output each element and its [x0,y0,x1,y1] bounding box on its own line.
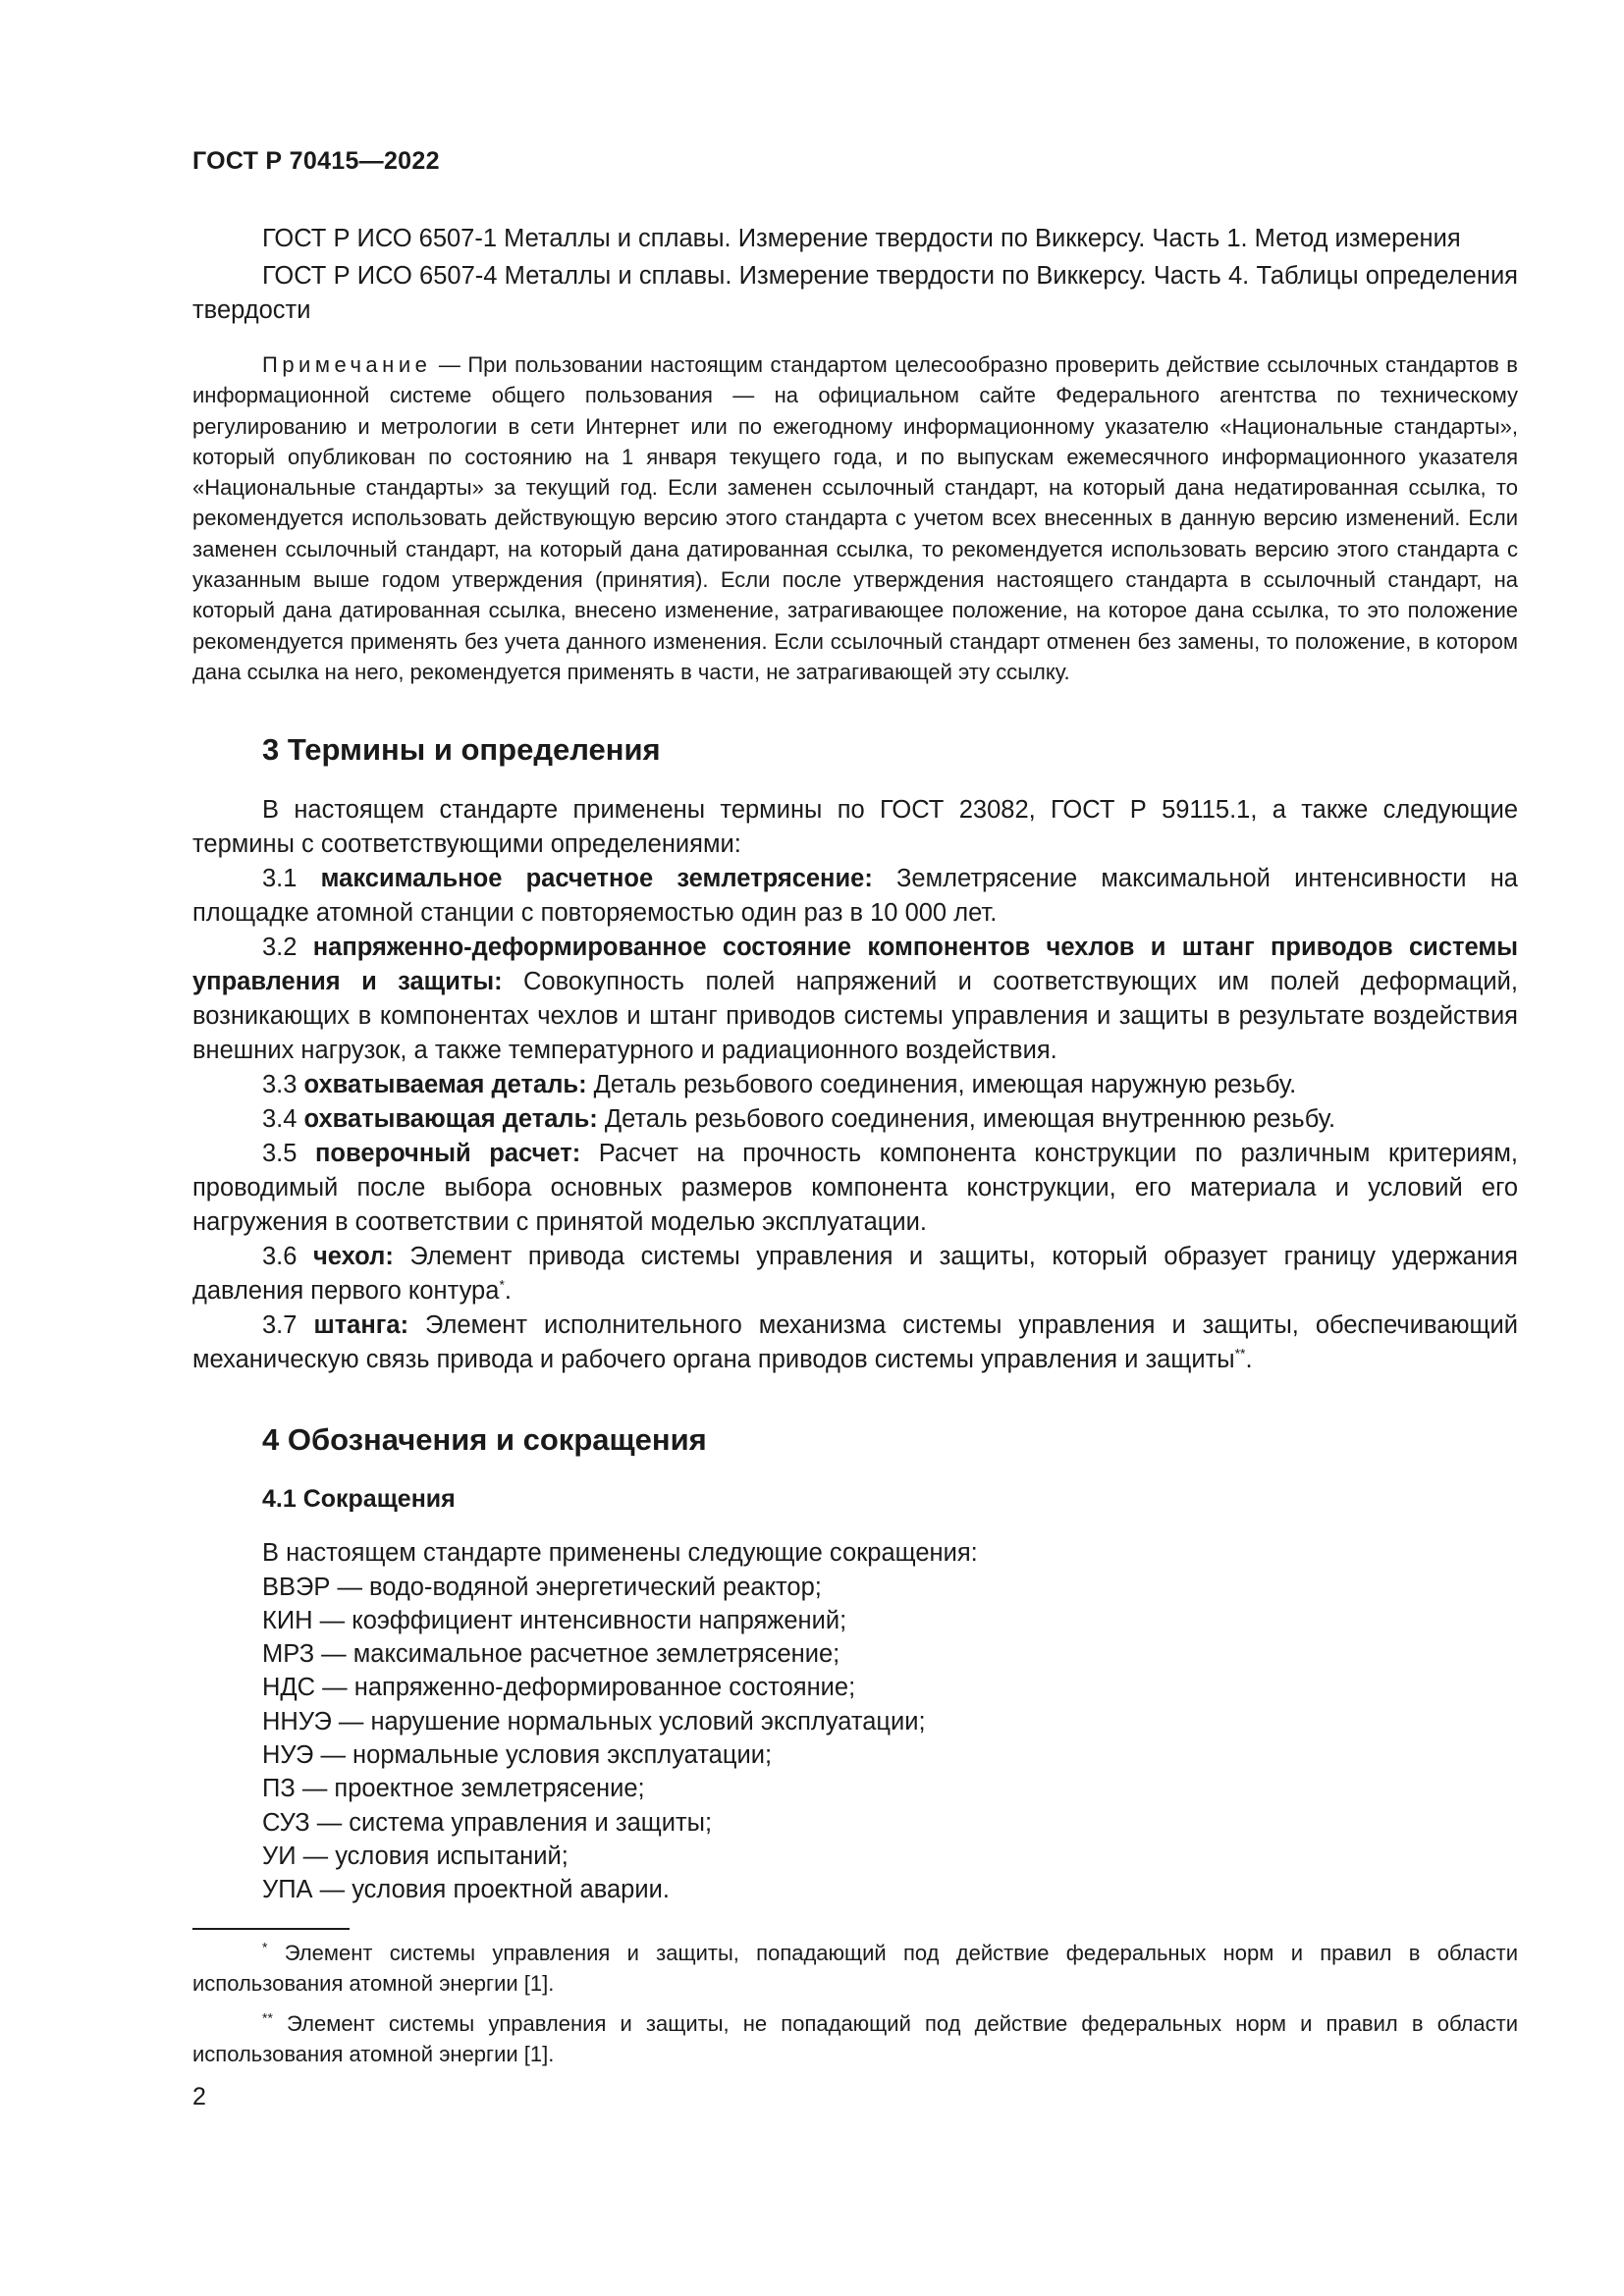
term-text: Совокупность полей напряжений и соответствующих им полей деформаций, возникающих в компонентах чехлов и штанг приводов системы управления и защиты в результате воздействия внешних нагрузок, а также температурного и радиационного воздействия. [192,968,1519,1065]
note-label: Примечание [262,352,432,377]
term-name: охватывающая деталь: [303,1105,598,1134]
term-number: 3.7 [262,1311,314,1340]
term-definition [192,1068,1518,1102]
abbreviation-item: УИ — условия испытаний; [262,1842,568,1870]
footnote-text: Элемент системы управления и защиты, не попадающий под действие федеральных норм и правил в области использования атомной энергии [1]. [192,2011,1518,2066]
abbreviation-item: ПЗ — проектное землетрясение; [262,1775,645,1803]
term-definition [192,862,1518,931]
term-definition: 3.7 штанга: Элемент исполнительного механизма системы управления и защиты, обеспечивающий механическую связь привода и рабочего органа приводов системы управления и защиты**. [192,1311,1518,1374]
term-text: Элемент исполнительного механизма системы управления и защиты, обеспечивающий механическую связь привода и рабочего органа приводов системы управления и защиты [192,1311,1518,1374]
term-number: 3.6 [262,1243,313,1271]
section-3-title: 3 Термины и определения [262,732,661,768]
footnote-divider [192,1928,350,1930]
footnotes [192,1928,1518,2079]
note-text: — При пользовании настоящим стандартом целесообразно проверить действие ссылочных стандартов в информационной системе общего пользования — на официальном сайте Федерального агентства по техническому регулированию и метрологии в сети Интернет или по ежегодному информационному указателю «Национальные стандарты», который опубликован по состоянию на 1 января текущего года, и по выпускам ежемесячного информационного указателя «Национальные стандарты» за текущий год. Если заменен ссылочный стандарт, на который дана недатированная ссылка, то рекомендуется использовать действующую версию этого стандарта с учетом всех внесенных в данную версию изменений. Если заменен ссылочный стандарт, на который дана датированная ссылка, то рекомендуется использовать версию этого стандарта с указанным выше годом утверждения (принятия). Если после утверждения настоящего стандарта в ссылочный стандарт, на который дана датированная ссылка, внесено изменение, затрагивающее положение, на которое дана ссылка, то это положение рекомендуется применять без учета данного изменения. Если ссылочный стандарт отменен без замены, то положение, в котором дана ссылка на него, рекомендуется применять в части, не затрагивающей эту ссылку. [192,352,1518,684]
abbreviation-item: МРЗ — максимальное расчетное землетрясение; [262,1640,840,1669]
note-paragraph [192,349,1518,687]
document-header: ГОСТ Р 70415—2022 [192,147,440,175]
footnote [192,2008,1518,2069]
footnote-mark: ** [1234,1345,1246,1362]
term-name: штанга: [313,1311,409,1340]
term-text: Деталь резьбового соединения, имеющая наружную резьбу. [586,1071,1297,1099]
subsection-4-1-title: 4.1 Сокращения [262,1485,456,1514]
term-definition [192,1102,1518,1137]
term-text: Землетрясение максимальной интенсивности на площадке атомной станции с повторяемостью один раз в 10 000 лет. [192,865,1518,928]
term-definition [192,1137,1518,1240]
abbreviation-item: ВВЭР — водо-водяной энергетический реактор; [262,1573,822,1601]
term-name: поверочный расчет: [315,1140,581,1168]
term-name: максимальное расчетное землетрясение: [320,865,873,893]
section-3-intro: В настоящем стандарте применены термины по ГОСТ 23082, ГОСТ Р 59115.1, а также следующие термины с соответствующими определениями: [192,796,1518,859]
term-definition [192,931,1518,1068]
term-text: Расчет на прочность компонента конструкции по различным критериям, проводимый после выбора основных размеров компонента конструкции, его материала и условий его нагружения в соответствии с принятой моделью эксплуатации. [192,1140,1518,1237]
term-name: напряженно-деформированное состояние компонентов чехлов и штанг приводов системы управления и защиты: [192,934,1518,996]
abbreviation-item: НУЭ — нормальные условия эксплуатации; [262,1741,773,1770]
reference-entry: ГОСТ Р ИСО 6507-1 Металлы и сплавы. Измерение твердости по Виккерсу. Часть 1. Метод измерения [262,225,1461,252]
footnote-mark: ** [262,2009,273,2026]
term-number: 3.4 [262,1105,304,1134]
page-content [192,222,1518,1907]
footnote-text: Элемент системы управления и защиты, попадающий под действие федеральных норм и правил в области использования атомной энергии [1]. [192,1941,1518,1996]
abbreviation-item: СУЗ — система управления и защиты; [262,1808,713,1837]
abbreviation-item: НДС — напряженно-деформированное состояние; [262,1674,856,1702]
term-number: 3.1 [262,865,321,893]
term-number: 3.2 [262,934,313,962]
term-number: 3.3 [262,1071,304,1099]
term-text: Элемент привода системы управления и защиты, который образует границу удержания давления первого контура [192,1243,1518,1306]
abbreviation-item: КИН — коэффициент интенсивности напряжений; [262,1606,847,1634]
page-number: 2 [192,2083,206,2110]
term-number: 3.5 [262,1140,316,1168]
abbreviation-intro: В настоящем стандарте применены следующие сокращения: [262,1539,978,1568]
section-4-title: 4 Обозначения и сокращения [262,1422,707,1458]
term-name: охватываемая деталь: [303,1071,587,1099]
term-name: чехол: [312,1243,394,1271]
abbreviation-item: ННУЭ — нарушение нормальных условий эксплуатации; [262,1707,926,1735]
reference-entry: ГОСТ Р ИСО 6507-4 Металлы и сплавы. Измерение твердости по Виккерсу. Часть 4. Таблицы определения твердости [192,262,1518,324]
footnote-mark: * [262,1939,268,1955]
term-definition: 3.6 чехол: Элемент привода системы управления и защиты, который образует границу удержания давления первого контура*. [192,1243,1518,1306]
term-text: Деталь резьбового соединения, имеющая внутреннюю резьбу. [597,1105,1336,1134]
abbreviation-item: УПА — условия проектной аварии. [262,1876,670,1904]
footnote [192,1938,1518,1999]
abbreviation-list [192,1536,1518,1906]
footnote-mark: * [499,1276,505,1293]
